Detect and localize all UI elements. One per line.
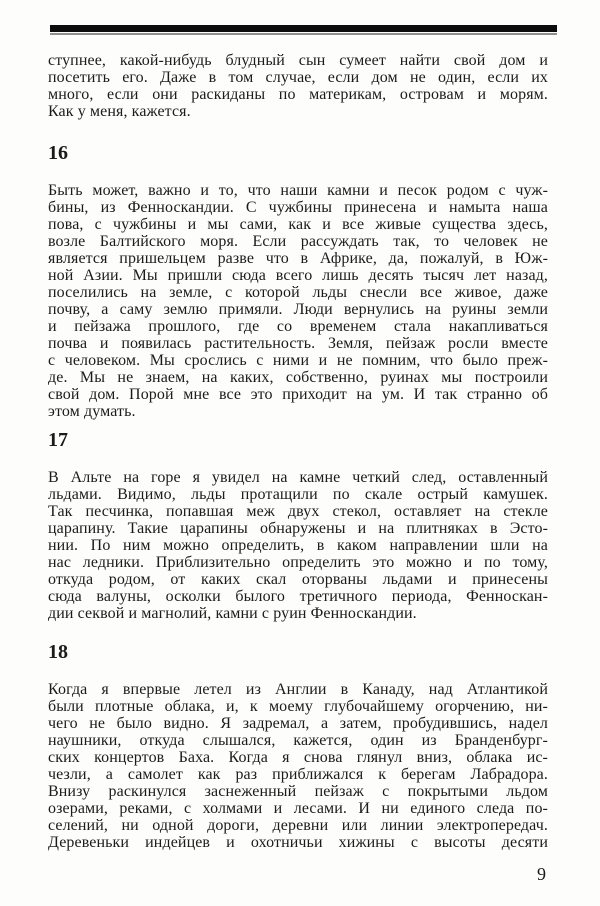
section-heading: 17 bbox=[48, 429, 68, 451]
section-paragraph bbox=[48, 469, 548, 622]
text-line: Когда я впервые летел из Англии в Канаду, над Атлантикой bbox=[48, 681, 548, 698]
sections-container bbox=[48, 143, 548, 851]
section-heading: 16 bbox=[48, 142, 68, 164]
section-paragraph bbox=[48, 681, 548, 851]
section-17 bbox=[48, 430, 548, 622]
section-paragraph bbox=[48, 182, 548, 420]
text-line: чезли, а самолет как раз приближался к берегам Лабрадора. bbox=[48, 766, 548, 783]
text-line: ступнее, какой-нибудь блудный сын сумеет найти свой дом и bbox=[48, 52, 548, 69]
text-line: пова, с чужбины и мы сами, как и все живые существа здесь, bbox=[48, 216, 548, 233]
text-line: Так песчинка, попавшая меж двух стекол, оставляет на стекле bbox=[48, 503, 548, 520]
text-line: почву, а саму землю примяли. Люди вернулись на руины земли bbox=[48, 301, 548, 318]
text-line: селений, ни одной дороги, деревни или линии электропередач. bbox=[48, 817, 548, 834]
text-line: является пришельцем разве что в Африке, да, пожалуй, в Юж- bbox=[48, 250, 548, 267]
section-heading: 18 bbox=[48, 641, 68, 663]
page-number: 9 bbox=[537, 864, 546, 884]
text-line: де. Мы не знаем, на каких, собственно, руинах мы построили bbox=[48, 369, 548, 386]
text-line: с человеком. Мы срослись с ними и не помним, что было преж- bbox=[48, 352, 548, 369]
text-line: свой дом. Порой мне все это приходит на ум. И так странно об bbox=[48, 386, 548, 403]
text-line: ной Азии. Мы пришли сюда всего лишь десять тысяч лет назад, bbox=[48, 267, 548, 284]
text-line: Быть может, важно и то, что наши камни и песок родом с чуж- bbox=[48, 182, 548, 199]
text-line: посетить его. Даже в том случае, если дом не один, если их bbox=[48, 69, 548, 86]
text-line: Внизу раскинулся заснеженный пейзаж с покрытыми льдом bbox=[48, 783, 548, 800]
text-line: Деревеньки индейцев и охотничьи хижины с высоты десяти bbox=[48, 834, 548, 851]
page-content bbox=[48, 0, 548, 884]
text-line: возле Балтийского моря. Если рассуждать так, то человек не bbox=[48, 233, 548, 250]
text-line: В Альте на горе я увидел на камне четкий след, оставленный bbox=[48, 469, 548, 486]
text-line: почва и появилась растительность. Земля, пейзаж росли вместе bbox=[48, 335, 548, 352]
text-line: бины, из Фенноскандии. С чужбины принесена и намыта наша bbox=[48, 199, 548, 216]
text-line: наушники, откуда слышался, кажется, один из Бранденбург- bbox=[48, 732, 548, 749]
text-line: чего не было видно. Я задремал, а затем, пробудившись, надел bbox=[48, 715, 548, 732]
section-18 bbox=[48, 642, 548, 851]
text-line: ских концертов Баха. Когда я снова глянул вниз, облака ис- bbox=[48, 749, 548, 766]
text-line: откуда родом, от каких скал оторваны льдами и принесены bbox=[48, 571, 548, 588]
text-line: царапину. Такие царапины обнаружены и на плитняках в Эсто- bbox=[48, 520, 548, 537]
continuation-paragraph bbox=[48, 52, 548, 120]
text-line: этом думать. bbox=[48, 403, 136, 420]
section-16 bbox=[48, 143, 548, 420]
text-line: сюда валуны, осколки былого третичного периода, Фенноскан- bbox=[48, 588, 548, 605]
text-line: нас ледники. Приблизительно определить это можно и по тому, bbox=[48, 554, 548, 571]
text-line: были плотные облака, и, к моему глубочайшему огорчению, ни- bbox=[48, 698, 548, 715]
text-line: льдами. Видимо, льды протащили по скале острый камушек. bbox=[48, 486, 548, 503]
text-line: нии. По ним можно определить, в каком направлении шли на bbox=[48, 537, 548, 554]
text-line: много, если они раскиданы по материкам, островам и морям. bbox=[48, 86, 548, 103]
text-line: и пейзажа прошлого, где со временем стала накапливаться bbox=[48, 318, 548, 335]
text-line: дии секвой и магнолий, камни с руин Фенноскандии. bbox=[48, 605, 417, 622]
text-line: поселились на земле, с которой льды снесли все живое, даже bbox=[48, 284, 548, 301]
text-line: Как у меня, кажется. bbox=[48, 103, 191, 120]
text-line: озерами, реками, с холмами и лесами. И ни единого следа по- bbox=[48, 800, 548, 817]
